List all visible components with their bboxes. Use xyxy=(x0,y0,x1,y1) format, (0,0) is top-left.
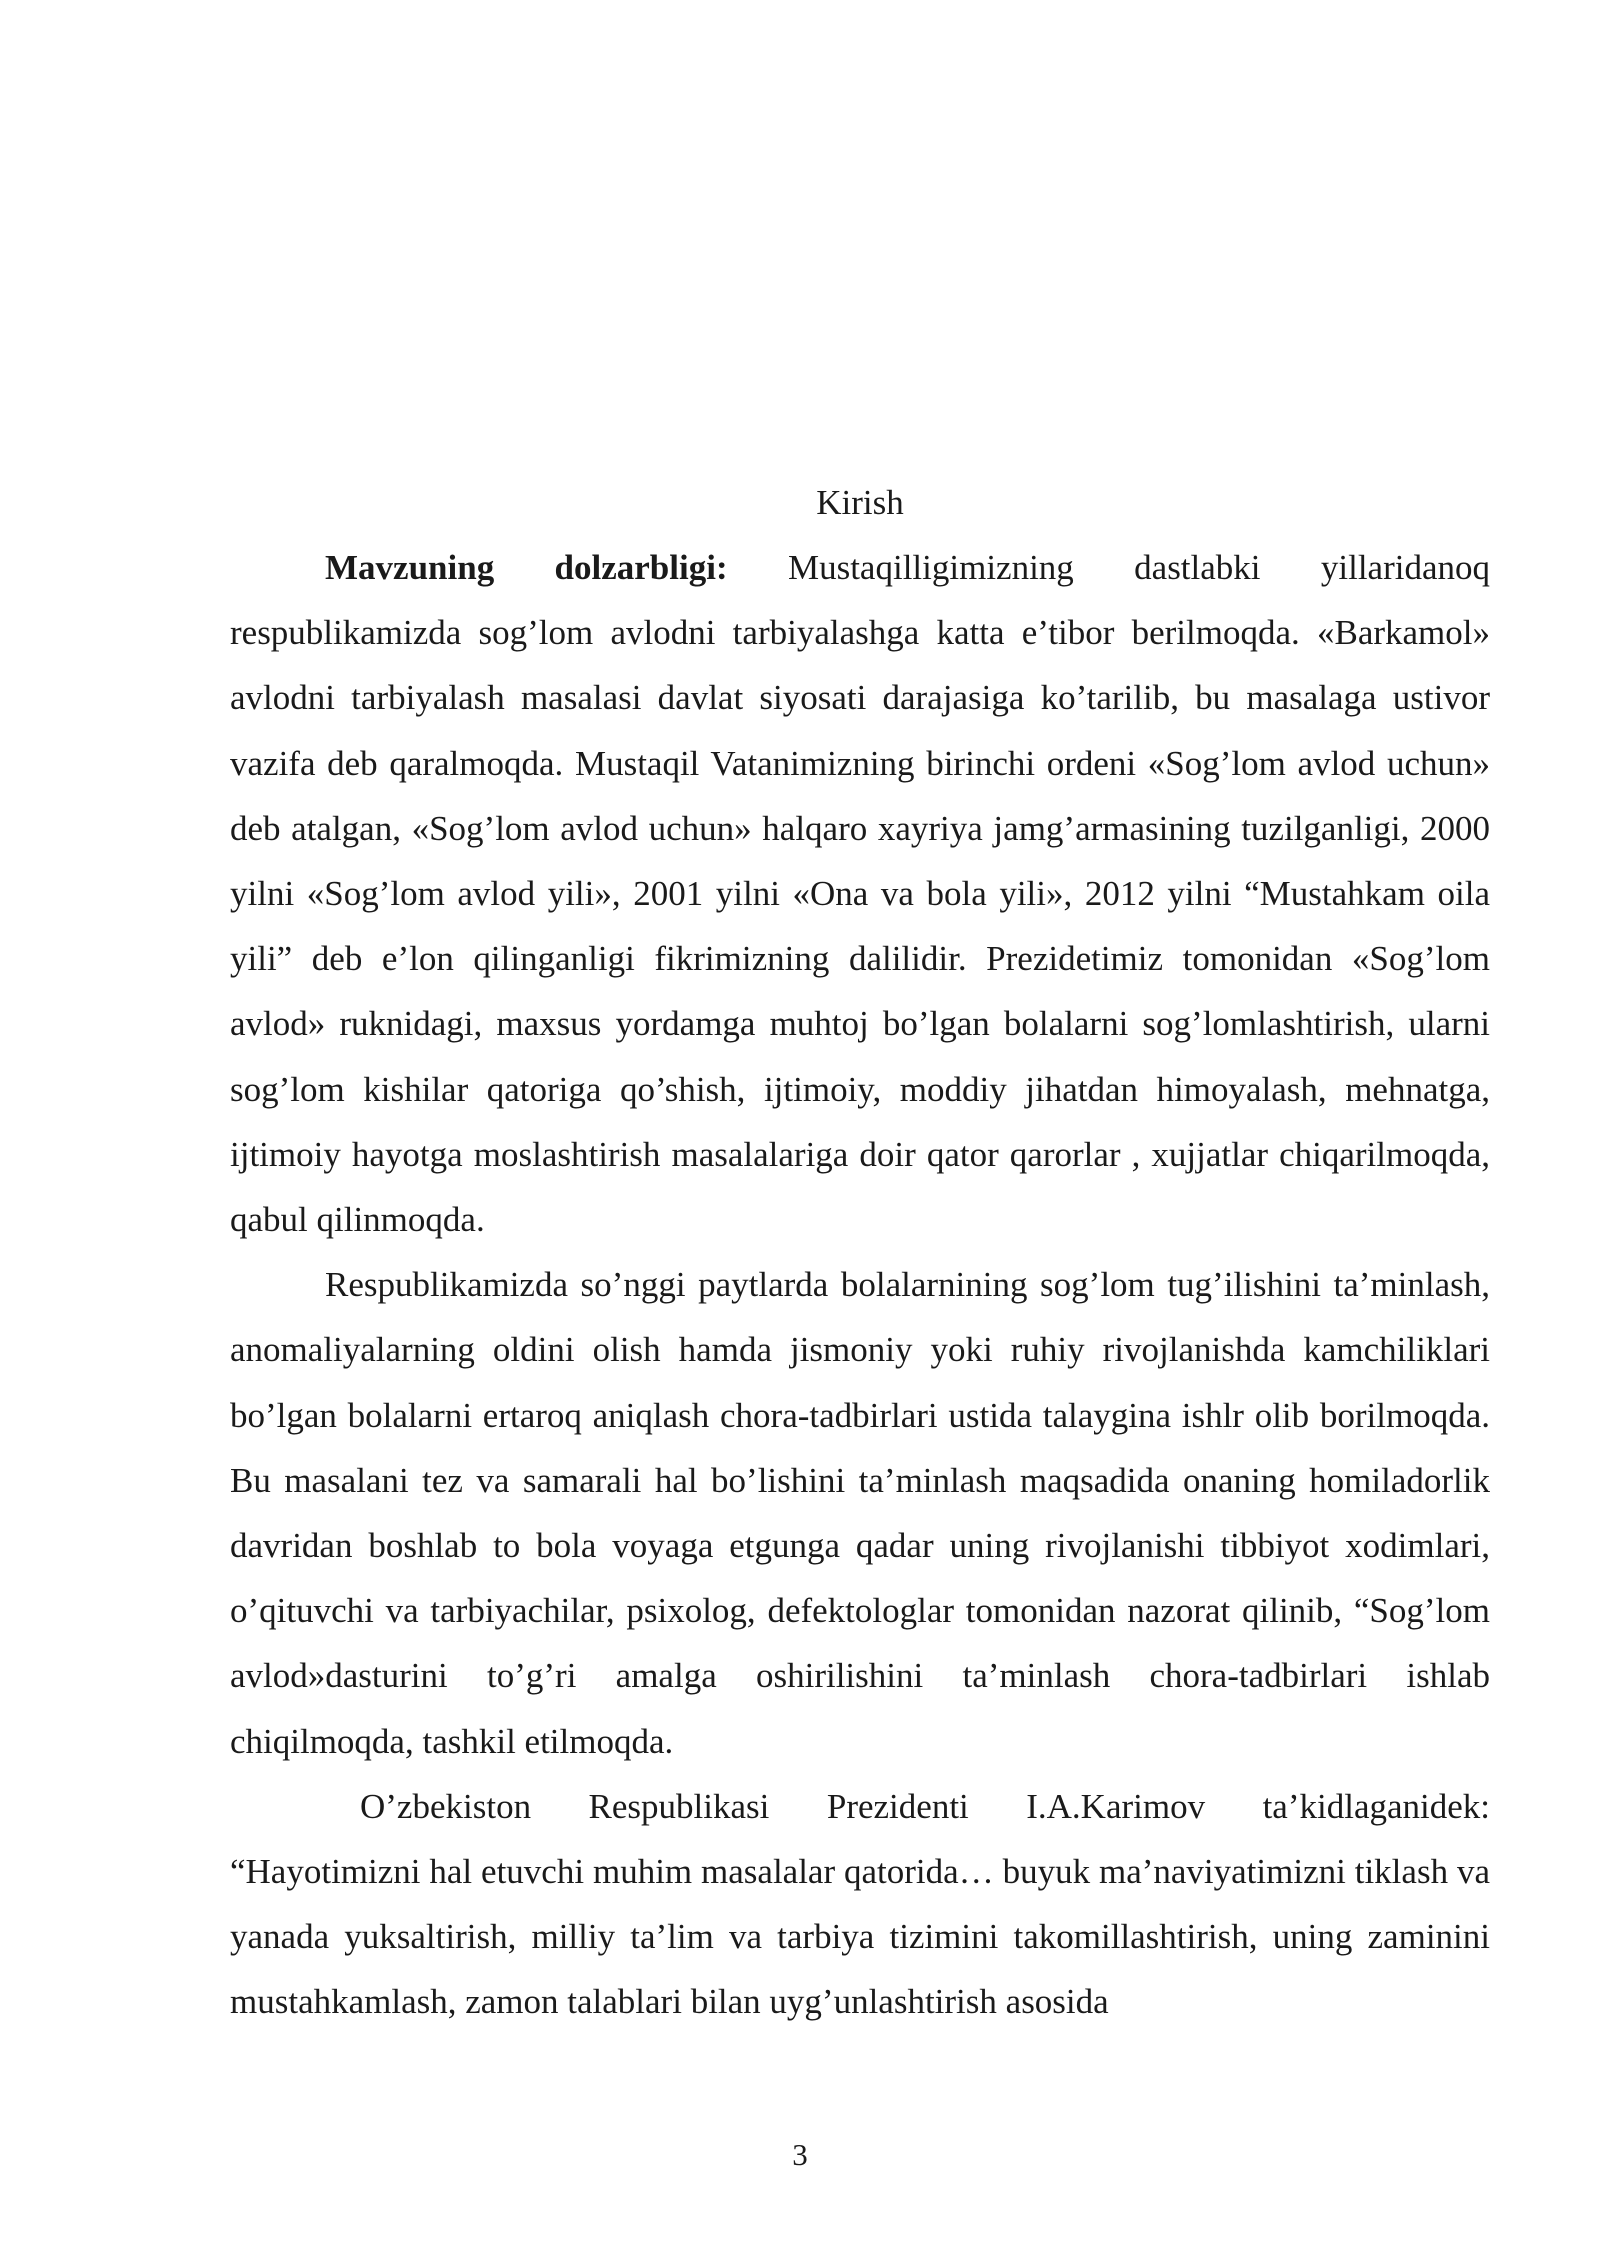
paragraph-lead: Mavzuning dolzarbligi: xyxy=(325,548,728,587)
paragraph-republic: Respublikamizda so’nggi paytlarda bolalarnining sog’lom tug’ilishini ta’minlash, anomaliyalarning oldini olish hamda jismoniy yoki ruhiy rivojlanishda kamchiliklari bo’lgan bolalarni ertaroq aniqlash chora-tadbirlari ustida talaygina ishlr olib borilmoqda. Bu masalani tez va samarali hal bo’lishini ta’minlash maqsadida onaning homiladorlik davridan boshlab to bola voyaga etgunga qadar uning rivojlanishi tibbiyot xodimlari, o’qituvchi va tarbiyachilar, psixolog, defektologlar tomonidan nazorat qilinib, “Sog’lom avlod»dasturini to’g’ri amalga oshirilishini ta’minlash chora-tadbirlari ishlab chiqilmoqda, tashkil etilmoqda. xyxy=(230,1265,1490,1761)
paragraph-relevance xyxy=(230,535,1490,1252)
paragraph-text: Mustaqilligimizning dastlabki yillaridanoq respublikamizda sog’lom avlodni tarbiyalashga katta e’tibor berilmoqda. «Barkamol» avlodni tarbiyalash masalasi davlat siyosati darajasiga ko’tarilib, bu masalaga ustivor vazifa deb qaralmoqda. Mustaqil Vatanimizning birinchi ordeni «Sog’lom avlod uchun» deb atalgan, «Sog’lom avlod uchun» halqaro xayriya jamg’armasining tuzilganligi, 2000 yilni «Sog’lom avlod yili», 2001 yilni «Ona va bola yili», 2012 yilni “Mustahkam oila yili” deb e’lon qilinganligi fikrimizning dalilidir. Prezidetimiz tomonidan «Sog’lom avlod» ruknidagi, maxsus yordamga muhtoj bo’lgan bolalarni sog’lomlashtirish, ularni sog’lom kishilar qatoriga qo’shish, ijtimoiy, moddiy jihatdan himoyalash, mehnatga, ijtimoiy hayotga moslashtirish masalalariga doir qator qarorlar , xujjatlar chiqarilmoqda, qabul qilinmoqda. xyxy=(230,548,1490,1240)
section-heading: Kirish xyxy=(816,483,904,522)
page-number: 3 xyxy=(792,2137,808,2172)
page-body xyxy=(230,470,1490,2035)
paragraph-quote: O’zbekiston Respublikasi Prezidenti I.A.Karimov ta’kidlaganidek: “Hayotimizni hal etuvchi muhim masalalar qatorida… buyuk ma’naviyatimizni tiklash va yanada yuksaltirish, milliy ta’lim va tarbiya tizimini takomillashtirish, uning zaminini mustahkamlash, zamon talablari bilan uyg’unlashtirish asosida xyxy=(230,1786,1490,2022)
